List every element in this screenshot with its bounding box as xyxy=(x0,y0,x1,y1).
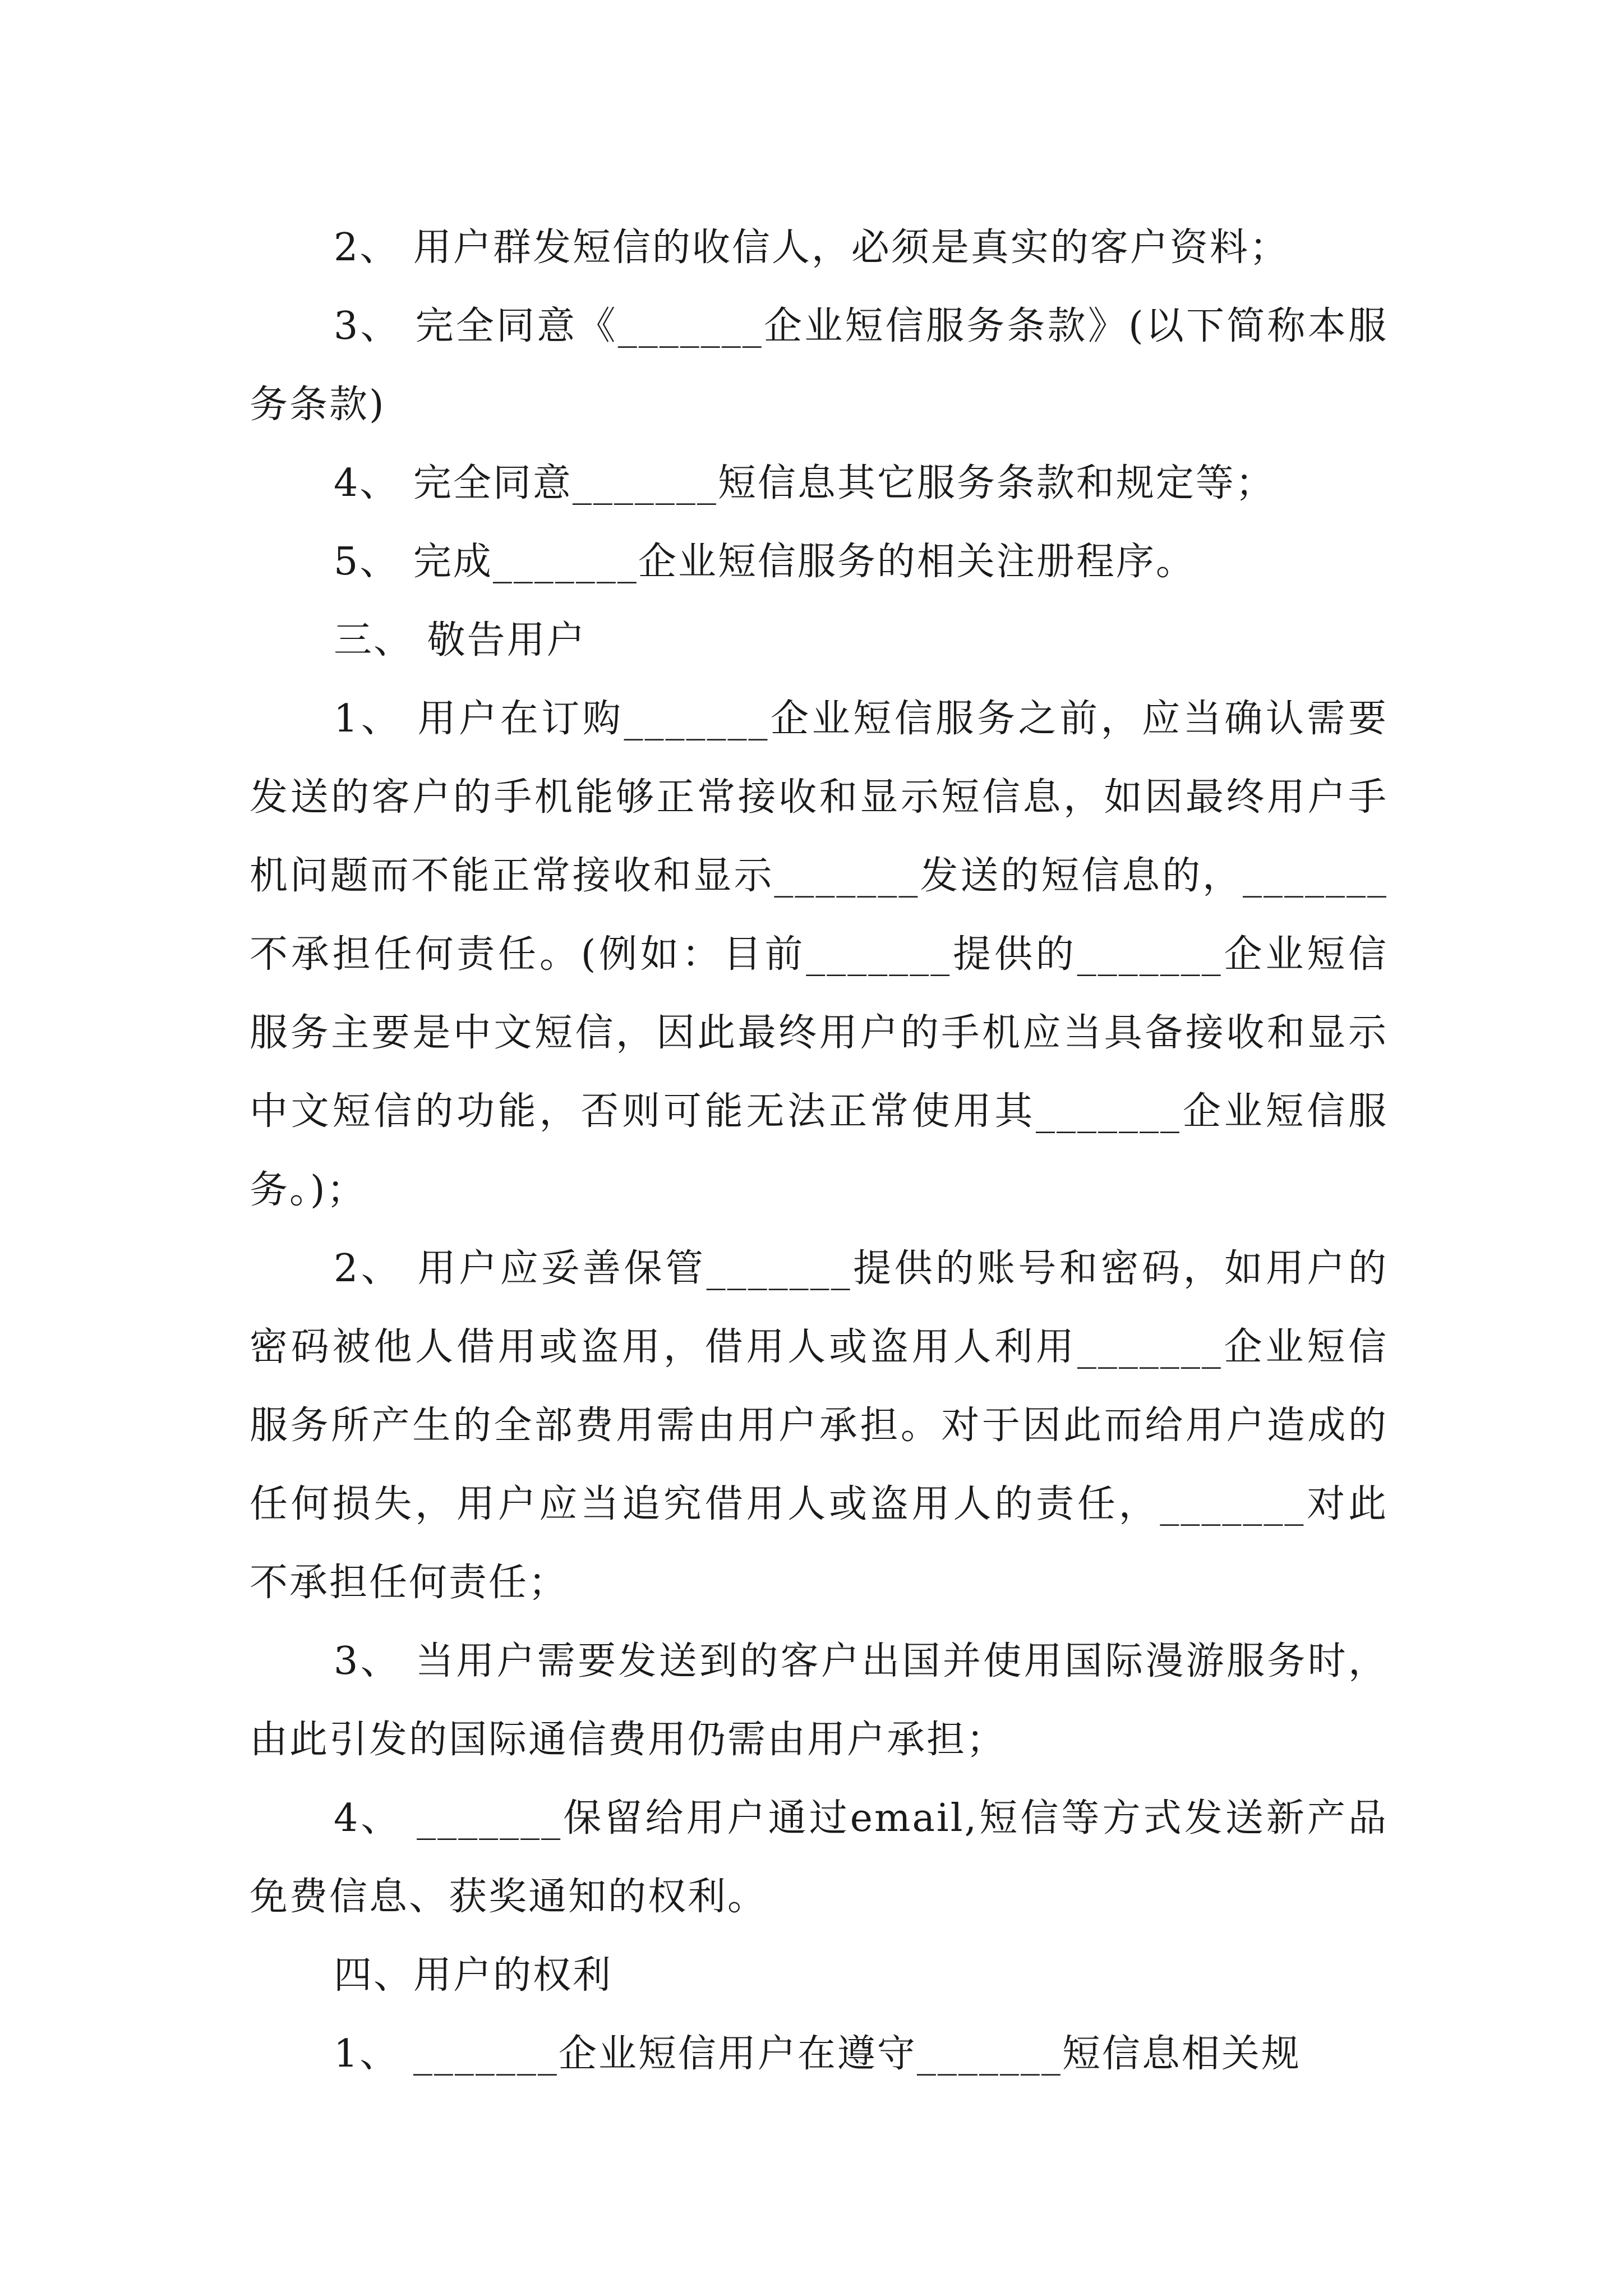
clause-5-registration: 5、 完成_______企业短信服务的相关注册程序。 xyxy=(334,540,1196,584)
clause-3-agree-terms: 3、 完全同意《_______企业短信服务条款》(以下简称本服务条款) xyxy=(250,304,1388,427)
section-heading-rights: 四、用户的权利 xyxy=(334,1953,613,1998)
notice-clause-4: 4、 _______保留给用户通过email,短信等方式发送新产品免费信息、获奖通知的权利。 xyxy=(250,1796,1388,1919)
notice-clause-3: 3、 当用户需要发送到的客户出国并使用国际漫游服务时，由此引发的国际通信费用仍需由用户承担； xyxy=(250,1639,1388,1762)
notice-clause-1: 1、 用户在订购_______企业短信服务之前，应当确认需要发送的客户的手机能够正常接收和显示短信息，如因最终用户手机问题而不能正常接收和显示_______发送的短信息的，_______不承担任何责任。(例如：目前_______提供的_______企业短信服务主要是中文短信，因此最终用户的手机应当具备接收和显示中文短信的功能，否则可能无法正常使用其_______企业短信服务。)； xyxy=(250,697,1388,1212)
document-body xyxy=(250,209,1388,2093)
rights-clause-1: 1、 _______企业短信用户在遵守_______短信息相关规 xyxy=(334,2032,1301,2076)
notice-clause-2: 2、 用户应妥善保管_______提供的账号和密码，如用户的密码被他人借用或盗用，借用人或盗用人利用_______企业短信服务所产生的全部费用需由用户承担。对于因此而给用户造成的任何损失，用户应当追究借用人或盗用人的责任，_______对此不承担任何责任； xyxy=(250,1246,1388,1605)
clause-4-agree-other-terms: 4、 完全同意_______短信息其它服务条款和规定等； xyxy=(334,461,1275,505)
clause-2-recipients: 2、 用户群发短信的收信人，必须是真实的客户资料； xyxy=(334,226,1289,270)
section-heading-notice: 三、 敬告用户 xyxy=(334,618,587,662)
